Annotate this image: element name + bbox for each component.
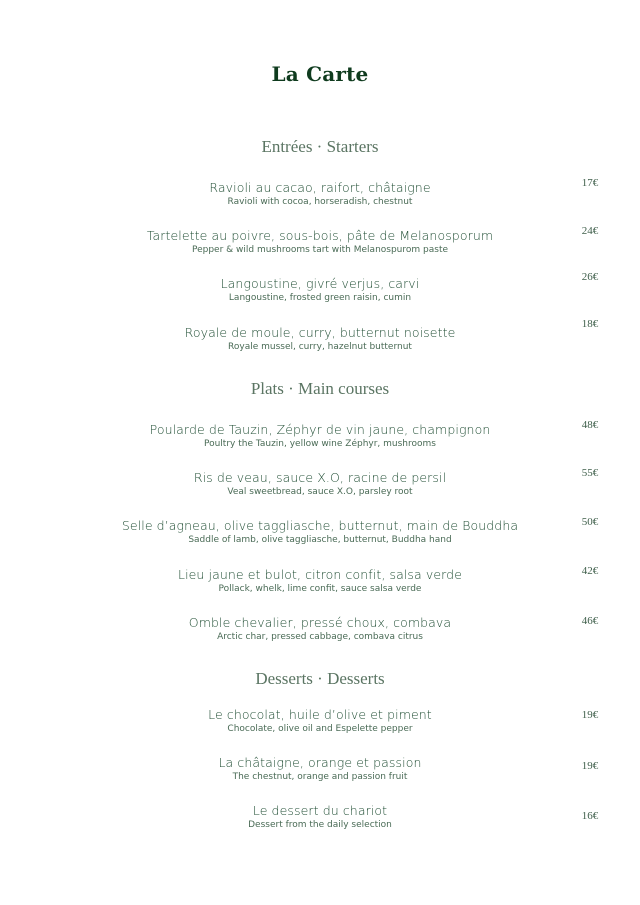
item-price: 17€	[581, 177, 599, 189]
page-title: La Carte	[271, 62, 369, 86]
item-description: Pollack, whelk, lime confit, sauce salsa verde	[218, 584, 422, 594]
item-description: Saddle of lamb, olive taggliasche, butternut, Buddha hand	[188, 535, 452, 545]
item-price: 46€	[581, 615, 599, 627]
item-price: 19€	[581, 709, 599, 721]
item-name: Le chocolat, huile d’olive et piment	[208, 707, 432, 722]
item-name: Le dessert du chariot	[252, 803, 388, 818]
item-name: Ravioli au cacao, raifort, châtaigne	[209, 180, 431, 195]
item-description: Langoustine, frosted green raisin, cumin	[228, 293, 412, 303]
section-title-starters: Entrées · Starters	[261, 137, 379, 156]
item-name: Tartelette au poivre, sous-bois, pâte de Melanosporum	[146, 228, 494, 243]
item-price: 18€	[581, 318, 599, 330]
item-price: 48€	[581, 419, 599, 431]
item-name: Ris de veau, sauce X.O, racine de persil	[193, 470, 447, 485]
item-price: 55€	[581, 467, 599, 479]
section-title-desserts: Desserts · Desserts	[255, 669, 385, 688]
item-price: 16€	[581, 810, 599, 822]
item-description: Ravioli with cocoa, horseradish, chestnut	[227, 197, 413, 207]
item-price: 19€	[581, 760, 599, 772]
item-name: Selle d’agneau, olive taggliasche, butternut, main de Bouddha	[121, 518, 519, 533]
item-description: Dessert from the daily selection	[248, 820, 392, 830]
item-name: Poularde de Tauzin, Zéphyr de vin jaune, champignon	[149, 422, 491, 437]
item-description: Poultry the Tauzin, yellow wine Zéphyr, mushrooms	[203, 439, 436, 449]
item-name: Langoustine, givré verjus, carvi	[220, 276, 420, 291]
item-description: Pepper & wild mushrooms tart with Melanospurom paste	[191, 245, 449, 255]
item-description: Chocolate, olive oil and Espelette pepper	[227, 724, 413, 734]
item-price: 24€	[581, 225, 599, 237]
item-description: The chestnut, orange and passion fruit	[232, 772, 408, 782]
item-name: Lieu jaune et bulot, citron confit, salsa verde	[178, 567, 462, 582]
item-name: Omble chevalier, pressé choux, combava	[188, 615, 452, 630]
item-price: 42€	[581, 565, 599, 577]
item-description: Royale mussel, curry, hazelnut butternut	[228, 342, 412, 352]
item-name: Royale de moule, curry, butternut noisette	[184, 325, 456, 340]
item-price: 50€	[581, 516, 599, 528]
item-description: Arctic char, pressed cabbage, combava citrus	[217, 632, 423, 642]
item-price: 26€	[581, 271, 599, 283]
item-description: Veal sweetbread, sauce X.O, parsley root	[227, 487, 413, 497]
item-name: La châtaigne, orange et passion	[218, 755, 422, 770]
section-title-main-courses: Plats · Main courses	[250, 379, 390, 398]
